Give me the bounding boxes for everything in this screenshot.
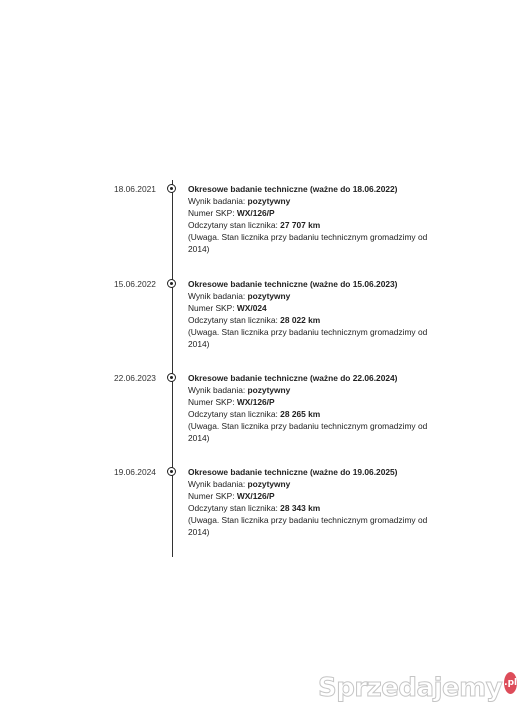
skp-row bbox=[188, 302, 438, 314]
result-label: Wynik badania: bbox=[188, 291, 248, 301]
timeline-entry bbox=[0, 278, 509, 368]
skp-label: Numer SKP: bbox=[188, 491, 237, 501]
result-value: pozytywny bbox=[247, 479, 291, 489]
timeline-dot-icon bbox=[167, 184, 176, 193]
odometer-value: 28 343 km bbox=[280, 503, 321, 513]
odometer-note: (Uwaga. Stan licznika przy badaniu technicznym gromadzimy od 2014) bbox=[188, 232, 428, 254]
timeline-entry bbox=[0, 372, 509, 462]
skp-value: WX/126/P bbox=[236, 491, 275, 501]
result-row bbox=[188, 478, 438, 490]
odometer-label: Odczytany stan licznika: bbox=[188, 220, 281, 230]
odometer-value: 28 022 km bbox=[280, 315, 321, 325]
odometer-label: Odczytany stan licznika: bbox=[188, 409, 281, 419]
skp-row bbox=[188, 207, 438, 219]
sprzedajemy-watermark bbox=[318, 668, 517, 708]
odometer-row bbox=[188, 408, 438, 420]
skp-row bbox=[188, 490, 438, 502]
entry-title: Okresowe badanie techniczne (ważne do 22.06.2024) bbox=[188, 373, 398, 383]
entry-title: Okresowe badanie techniczne (ważne do 19.06.2025) bbox=[188, 467, 398, 477]
skp-value: WX/126/P bbox=[236, 208, 275, 218]
skp-label: Numer SKP: bbox=[188, 397, 237, 407]
odometer-row bbox=[188, 314, 438, 326]
result-label: Wynik badania: bbox=[188, 196, 248, 206]
entry-title: Okresowe badanie techniczne (ważne do 18.06.2022) bbox=[188, 184, 398, 194]
watermark-badge: .pl bbox=[504, 672, 517, 694]
entry-body bbox=[188, 466, 438, 538]
entry-date: 18.06.2021 bbox=[114, 184, 156, 194]
entry-body bbox=[188, 183, 438, 255]
result-row bbox=[188, 384, 438, 396]
result-row bbox=[188, 195, 438, 207]
entry-date: 22.06.2023 bbox=[114, 373, 156, 383]
result-value: pozytywny bbox=[247, 196, 291, 206]
skp-label: Numer SKP: bbox=[188, 208, 237, 218]
odometer-note: (Uwaga. Stan licznika przy badaniu technicznym gromadzimy od 2014) bbox=[188, 327, 428, 349]
odometer-label: Odczytany stan licznika: bbox=[188, 315, 281, 325]
skp-value: WX/126/P bbox=[236, 397, 275, 407]
result-value: pozytywny bbox=[247, 385, 291, 395]
odometer-note: (Uwaga. Stan licznika przy badaniu technicznym gromadzimy od 2014) bbox=[188, 515, 428, 537]
timeline-dot-icon bbox=[167, 467, 176, 476]
odometer-row bbox=[188, 502, 438, 514]
odometer-row bbox=[188, 219, 438, 231]
skp-value: WX/024 bbox=[236, 303, 267, 313]
odometer-note: (Uwaga. Stan licznika przy badaniu technicznym gromadzimy od 2014) bbox=[188, 421, 428, 443]
result-value: pozytywny bbox=[247, 291, 291, 301]
timeline-dot-icon bbox=[167, 373, 176, 382]
entry-date: 15.06.2022 bbox=[114, 279, 156, 289]
entry-date: 19.06.2024 bbox=[114, 467, 156, 477]
entry-title: Okresowe badanie techniczne (ważne do 15.06.2023) bbox=[188, 279, 398, 289]
odometer-label: Odczytany stan licznika: bbox=[188, 503, 281, 513]
result-label: Wynik badania: bbox=[188, 385, 248, 395]
timeline-entry bbox=[0, 183, 509, 273]
entry-body bbox=[188, 278, 438, 350]
timeline-entry bbox=[0, 466, 509, 556]
result-row bbox=[188, 290, 438, 302]
watermark-text: Sprzedajemy bbox=[318, 673, 503, 703]
odometer-value: 28 265 km bbox=[280, 409, 321, 419]
skp-row bbox=[188, 396, 438, 408]
skp-label: Numer SKP: bbox=[188, 303, 237, 313]
odometer-value: 27 707 km bbox=[280, 220, 321, 230]
entry-body bbox=[188, 372, 438, 444]
timeline-dot-icon bbox=[167, 279, 176, 288]
result-label: Wynik badania: bbox=[188, 479, 248, 489]
